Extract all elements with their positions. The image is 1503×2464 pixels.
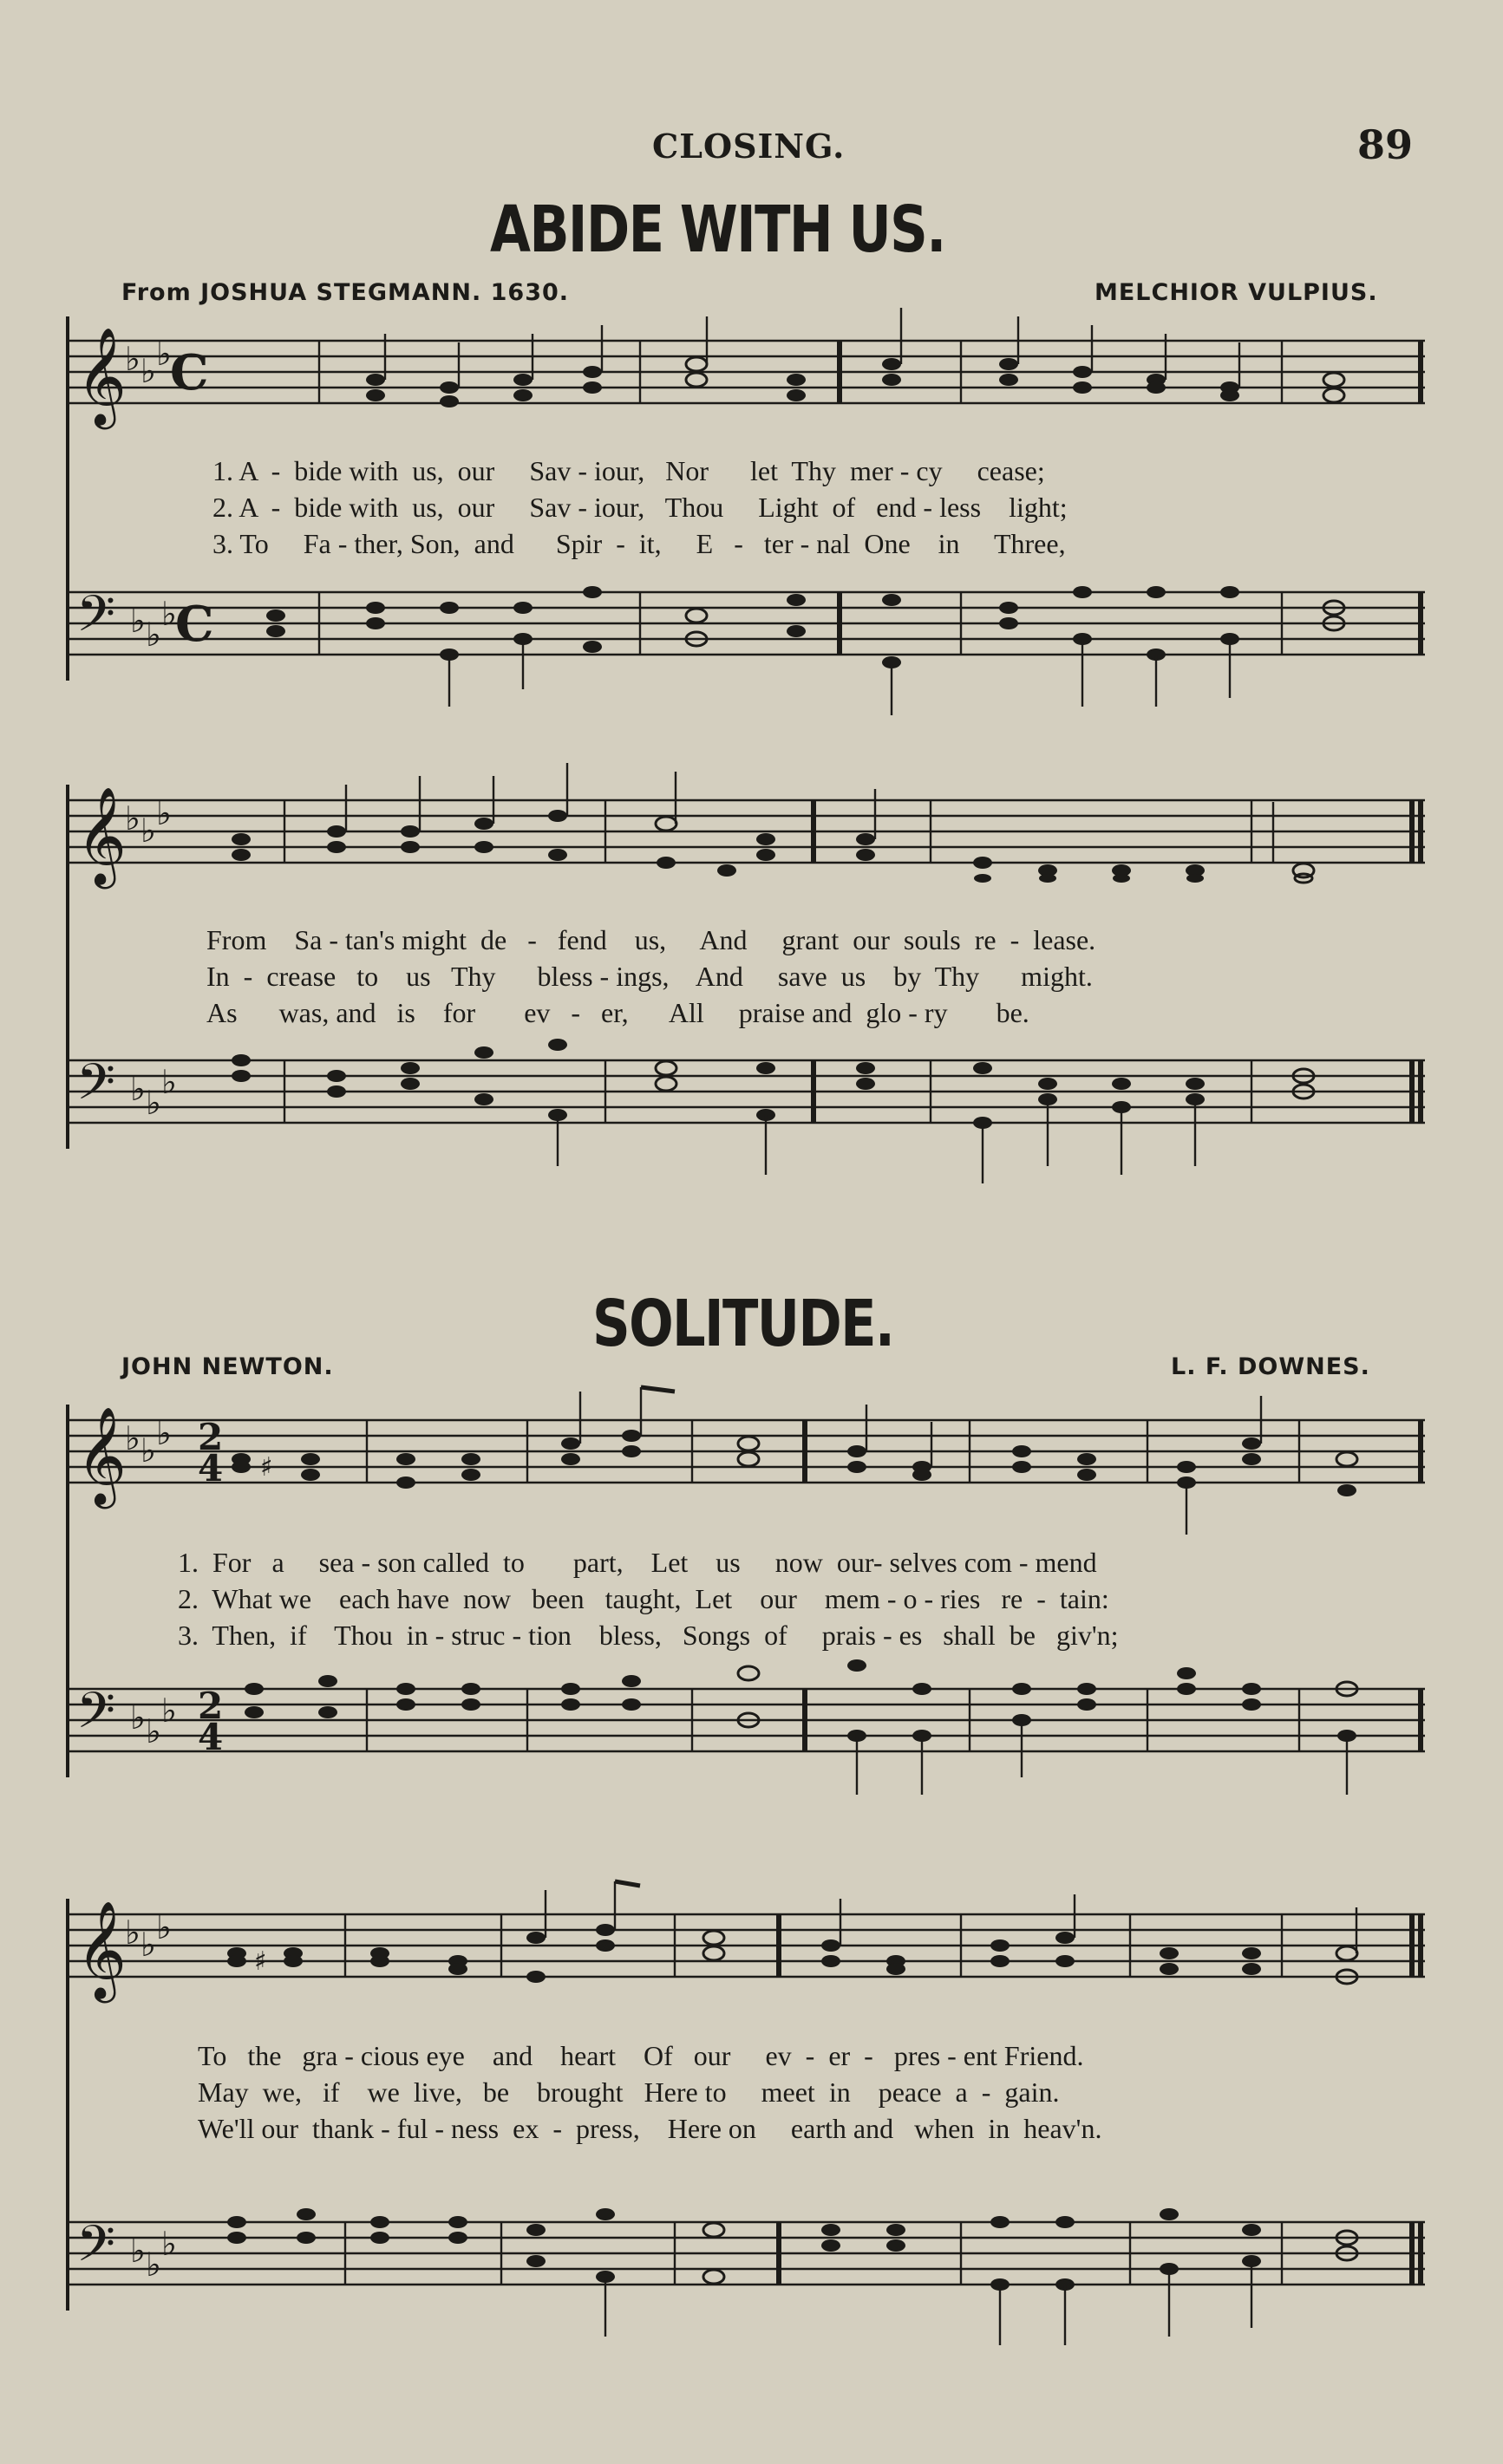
lyric-line: 2. What we each have now been taught, Let our mem - o - ries re - tain: [178, 1583, 1109, 1614]
section-heading: CLOSING. [652, 127, 846, 166]
svg-text:♭: ♭ [125, 340, 140, 378]
svg-text:C: C [175, 596, 214, 653]
svg-text:♭: ♭ [146, 616, 161, 654]
bass-staff [68, 1673, 1425, 1786]
svg-text:♭: ♭ [130, 1070, 146, 1108]
svg-text:𝄢: 𝄢 [76, 1053, 116, 1124]
treble-staff [68, 785, 1425, 897]
bass-staff [68, 577, 1425, 689]
music-credit: L. F. DOWNES. [1171, 1353, 1370, 1380]
lyric-line: 1. A - bide with us, our Sav - iour, Nor let Thy mer - cy cease; [212, 455, 1045, 486]
svg-text:♭: ♭ [130, 602, 146, 640]
lyric-line: 3. Then, if Thou in - struc - tion bless, Songs of prais - es shall be giv'n; [178, 1620, 1119, 1651]
lyric-line: In - crease to us Thy bless - ings, And save us by Thy might. [206, 961, 1093, 992]
lyric-line: To the gra - cious eye and heart Of our ev - er - pres - ent Friend. [198, 2040, 1084, 2071]
svg-text:𝄞: 𝄞 [76, 327, 127, 426]
svg-text:C: C [170, 344, 209, 401]
svg-text:𝄢: 𝄢 [76, 2214, 116, 2285]
svg-text:♭: ♭ [130, 1698, 146, 1737]
svg-text:♯: ♯ [254, 1946, 267, 1977]
page-number: 89 [1357, 121, 1414, 168]
svg-text:♭: ♭ [156, 794, 172, 832]
lyric-line: From Sa - tan's might de - fend us, And grant our souls re - lease. [206, 924, 1096, 955]
svg-text:𝄞: 𝄞 [76, 1406, 127, 1505]
treble-staff [68, 1405, 1425, 1517]
treble-staff [68, 325, 1425, 438]
svg-text:♭: ♭ [156, 1414, 172, 1452]
lyric-line: May we, if we live, be brought Here to meet in peace a - gain. [198, 2076, 1060, 2108]
lyric-line: 2. A - bide with us, our Sav - iour, Thou Light of end - less light; [212, 492, 1068, 523]
svg-text:♭: ♭ [125, 1419, 140, 1457]
svg-text:♯: ♯ [260, 1452, 273, 1483]
svg-text:♭: ♭ [161, 1692, 177, 1730]
svg-text:♭: ♭ [140, 1926, 156, 1964]
svg-text:♭: ♭ [161, 1063, 177, 1101]
svg-text:♭: ♭ [156, 1908, 172, 1946]
bass-staff [68, 1045, 1425, 1157]
hymn-title: SOLITUDE. [592, 1287, 894, 1361]
treble-staff [68, 1899, 1425, 2011]
svg-text:♭: ♭ [125, 799, 140, 838]
lyric-line: We'll our thank - ful - ness ex - press, Here on earth and when in heav'n. [198, 2113, 1102, 2144]
svg-text:♭: ♭ [140, 1431, 156, 1470]
svg-text:♭: ♭ [146, 1712, 161, 1750]
bass-staff [68, 2207, 1425, 2319]
lyric-line: As was, and is for ev - er, All praise and glo - ry be. [206, 997, 1029, 1028]
svg-text:♭: ♭ [130, 2232, 146, 2270]
svg-text:♭: ♭ [161, 2225, 177, 2263]
svg-text:𝄢: 𝄢 [76, 584, 116, 655]
svg-text:𝄢: 𝄢 [76, 1681, 116, 1752]
music-credit: MELCHIOR VULPIUS. [1095, 279, 1378, 306]
svg-text:♭: ♭ [146, 2246, 161, 2284]
svg-text:♭: ♭ [146, 1084, 161, 1122]
hymn-title: ABIDE WITH US. [490, 192, 945, 267]
svg-text:2: 2 [198, 1416, 224, 1458]
svg-text:♭: ♭ [161, 595, 177, 633]
lyric-line: 3. To Fa - ther, Son, and Spir - it, E - ter - nal One in Three, [212, 528, 1066, 559]
svg-text:2: 2 [198, 1685, 224, 1727]
svg-text:♭: ♭ [125, 1913, 140, 1952]
words-credit: JOHN NEWTON. [121, 1353, 334, 1380]
svg-text:𝄞: 𝄞 [76, 786, 127, 885]
svg-text:♭: ♭ [156, 335, 172, 373]
svg-text:4: 4 [198, 1716, 224, 1758]
svg-text:4: 4 [198, 1447, 224, 1489]
svg-text:♭: ♭ [140, 812, 156, 850]
svg-text:𝄞: 𝄞 [76, 1900, 127, 1999]
svg-text:♭: ♭ [140, 352, 156, 390]
lyric-line: 1. For a sea - son called to part, Let us now our- selves com - mend [178, 1547, 1097, 1578]
words-credit: From JOSHUA STEGMANN. 1630. [121, 279, 570, 306]
